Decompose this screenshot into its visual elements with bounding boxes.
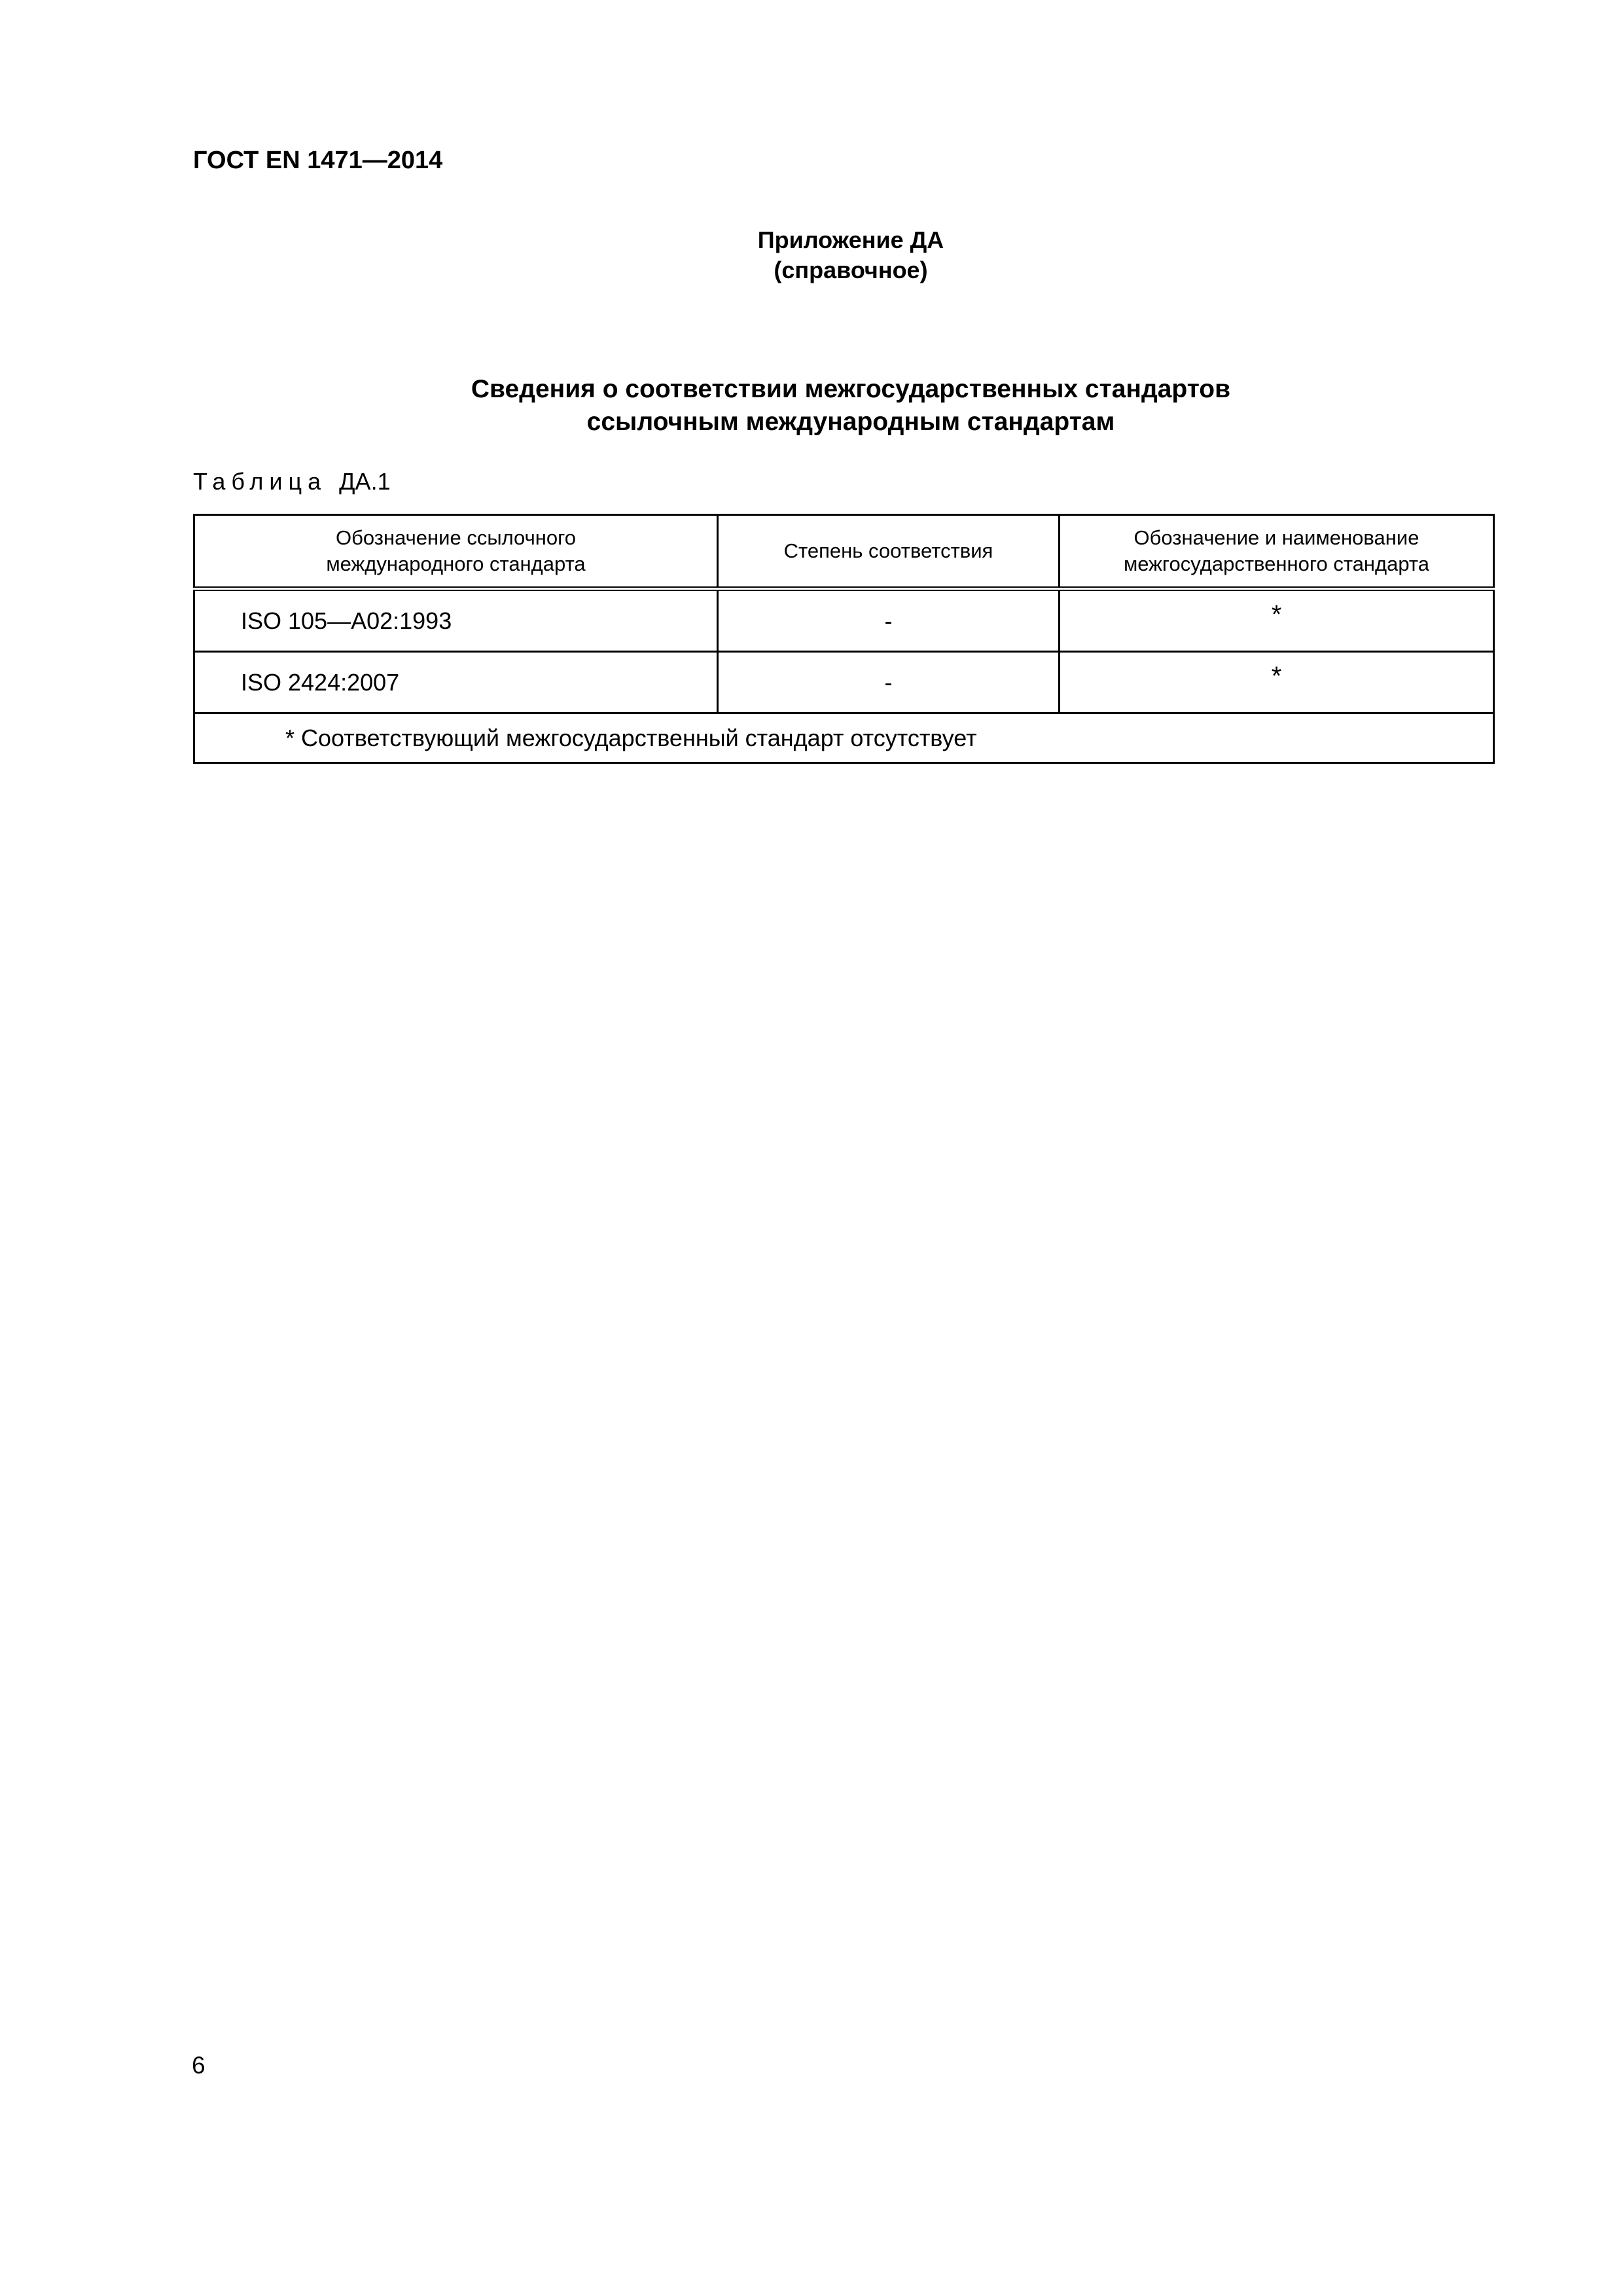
page-number: 6 (192, 2052, 205, 2079)
table-footnote: * Соответствующий межгосударственный стандарт отсутствует (194, 713, 1494, 763)
correspondence-table (193, 514, 1495, 764)
table-caption (193, 468, 391, 495)
cell-reference-standard: ISO 2424:2007 (194, 652, 718, 713)
cell-degree: - (718, 589, 1060, 652)
appendix-title: Приложение ДА (757, 226, 944, 253)
cell-reference-standard: ISO 105—A02:1993 (194, 589, 718, 652)
table-header-row (194, 515, 1494, 589)
appendix-subtitle: (справочное) (774, 257, 928, 283)
table-footnote-row (194, 713, 1494, 763)
column-header-degree: Степень соответствия (718, 515, 1060, 589)
section-heading (0, 373, 1623, 439)
section-heading-line-1: Сведения о соответствии межгосударственных стандартов (471, 375, 1231, 403)
appendix-block (0, 225, 1623, 285)
table-caption-number: ДА.1 (339, 468, 391, 495)
table-row (194, 652, 1494, 713)
cell-interstate-standard: * (1060, 652, 1494, 713)
table-caption-label: Таблица (193, 468, 327, 495)
section-heading-line-2: ссылочным международным стандартам (586, 408, 1115, 436)
document-code: ГОСТ EN 1471—2014 (193, 147, 443, 174)
cell-degree: - (718, 652, 1060, 713)
column-header-reference-standard: Обозначение ссылочного международного стандарта (194, 515, 718, 589)
table-row (194, 589, 1494, 652)
column-header-interstate-standard: Обозначение и наименование межгосударственного стандарта (1060, 515, 1494, 589)
cell-interstate-standard: * (1060, 589, 1494, 652)
